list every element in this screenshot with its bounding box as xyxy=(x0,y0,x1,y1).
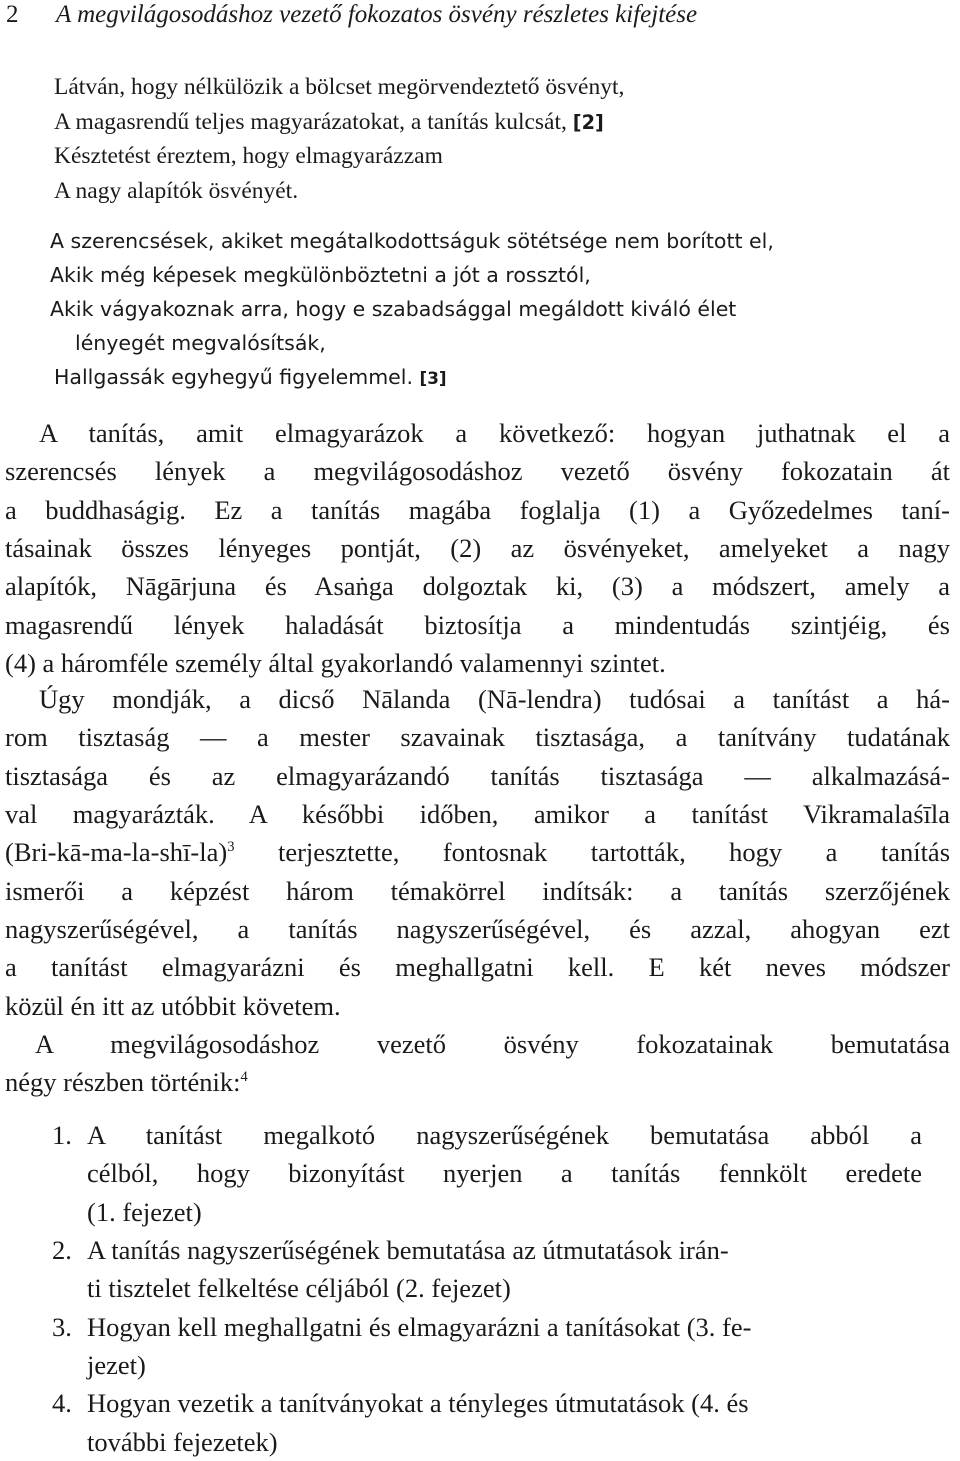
list-item-text: Hogyan vezetik a tanítványokat a tényleges útmutatások (4. és xyxy=(87,1388,749,1419)
text-line: Úgy mondják, a dicső Nālanda (Nā-lendra) tudósai a tanítást a há- xyxy=(39,684,950,714)
page-header xyxy=(6,0,946,32)
text-line: szerencsés lények a megvilágosodáshoz vezető ösvény fokozatain át xyxy=(5,456,950,487)
verse-line: Akik még képesek megkülönböztetni a jót a rossztól, xyxy=(50,263,591,287)
text-line: a tanítást elmagyarázni és meghallgatni kell. E két neves módszer xyxy=(5,952,950,983)
text-line: A tanítás, amit elmagyarázok a következő: hogyan juthatnak el a xyxy=(39,418,950,448)
footnote-marker: 4 xyxy=(240,1069,248,1086)
text-line: magasrendű lények haladását biztosítja a mindentudás szintjéig, és xyxy=(5,609,950,640)
list-number: 1. xyxy=(52,1120,72,1150)
list-item-line: jezet) xyxy=(87,1350,146,1381)
list-item-line: célból, hogy bizonyítást nyerjen a tanítás fennkölt eredete xyxy=(87,1158,922,1189)
verse-line-text: A magasrendű teljes magyarázatokat, a tanítás kulcsát, xyxy=(54,108,567,135)
list-item-line: további fejezetek) xyxy=(87,1426,278,1457)
text-line: alapítók, Nāgārjuna és Asaṅga dolgoztak ki, (3) a módszert, amely a xyxy=(5,571,950,602)
text-fragment: (Bri-kā-ma-la-shī-la) xyxy=(5,837,228,868)
text-line: nagyszerűségével, a tanítás nagyszerűségével, és azzal, ahogyan ezt xyxy=(5,914,950,945)
paragraph-1 xyxy=(5,414,950,682)
text-line: A megvilágosodáshoz vezető ösvény fokozatainak bemutatása xyxy=(35,1029,950,1059)
text-line: (4) a háromféle személy által gyakorlandó valamennyi szintet. xyxy=(5,648,666,679)
verse-line xyxy=(54,105,934,140)
footnote-marker: 3 xyxy=(227,839,235,856)
verse-line: lényegét megvalósítsák, xyxy=(75,331,326,355)
verse-line-text: Hallgassák egyhegyű figyelemmel. xyxy=(54,365,414,389)
text-line: val magyarázták. A későbbi időben, amikor a tanítást Vikramalaśīla xyxy=(5,799,950,830)
chapter-list xyxy=(52,1116,922,1461)
list-item xyxy=(52,1384,922,1422)
verse-line: Látván, hogy nélkülözik a bölcset megörvendeztető ösvényt, xyxy=(54,74,625,100)
paragraph-3 xyxy=(5,1025,950,1102)
verse-line: Késztetést éreztem, hogy elmagyarázzam xyxy=(54,143,443,169)
verse-reference: [2] xyxy=(572,110,604,134)
verse-stanza-1 xyxy=(54,70,934,208)
verse-line: Akik vágyakoznak arra, hogy e szabadsággal megáldott kiváló élet xyxy=(50,297,737,321)
text-line: a buddhaságig. Ez a tanítás magába foglalja (1) a Győzedelmes taní- xyxy=(5,494,950,525)
text-line: tásainak összes lényeges pontját, (2) az ösvényeket, amelyeket a nagy xyxy=(5,533,950,564)
list-number: 2. xyxy=(52,1235,72,1266)
list-item-text: A tanítást megalkotó nagyszerűségének bemutatása abból a xyxy=(87,1120,922,1150)
page-number: 2 xyxy=(6,1,19,28)
text-fragment: négy részben történik: xyxy=(5,1067,241,1098)
text-line xyxy=(5,833,950,871)
list-item-line: (1. fejezet) xyxy=(87,1196,202,1227)
text-line xyxy=(5,1063,950,1101)
text-line: ismerői a képzést három témakörrel indítsák: a tanítás szerzőjének xyxy=(5,875,950,906)
verse-line xyxy=(50,360,940,394)
verse-stanza-2 xyxy=(50,224,940,394)
text-line: tisztasága és az elmagyarázandó tanítás tisztasága — alkalmazásá- xyxy=(5,760,950,791)
list-item-text: Hogyan kell meghallgatni és elmagyarázni a tanításokat (3. fe- xyxy=(87,1311,752,1342)
running-title: A megvilágosodáshoz vezető fokozatos ösvény részletes kifejtése xyxy=(56,1,698,28)
list-number: 4. xyxy=(52,1388,72,1419)
text-fragment: terjesztette, fontosnak tartották, hogy a tanítás xyxy=(277,837,951,868)
text-line: közül én itt az utóbbit követem. xyxy=(5,990,341,1021)
verse-reference: [3] xyxy=(419,368,447,388)
text-line: rom tisztaság — a mester szavainak tisztasága, a tanítvány tudatának xyxy=(5,722,950,753)
list-item xyxy=(52,1231,922,1269)
list-item xyxy=(52,1308,922,1346)
list-number: 3. xyxy=(52,1311,72,1342)
list-item-line: ti tisztelet felkeltése céljából (2. fejezet) xyxy=(87,1273,511,1304)
paragraph-2 xyxy=(5,680,950,1025)
list-item xyxy=(52,1116,922,1154)
list-item-text: A tanítás nagyszerűségének bemutatása az útmutatások irán- xyxy=(87,1235,729,1266)
verse-line: A szerencsések, akiket megátalkodottságuk sötétsége nem borított el, xyxy=(50,229,774,253)
verse-line: A nagy alapítók ösvényét. xyxy=(54,177,299,204)
